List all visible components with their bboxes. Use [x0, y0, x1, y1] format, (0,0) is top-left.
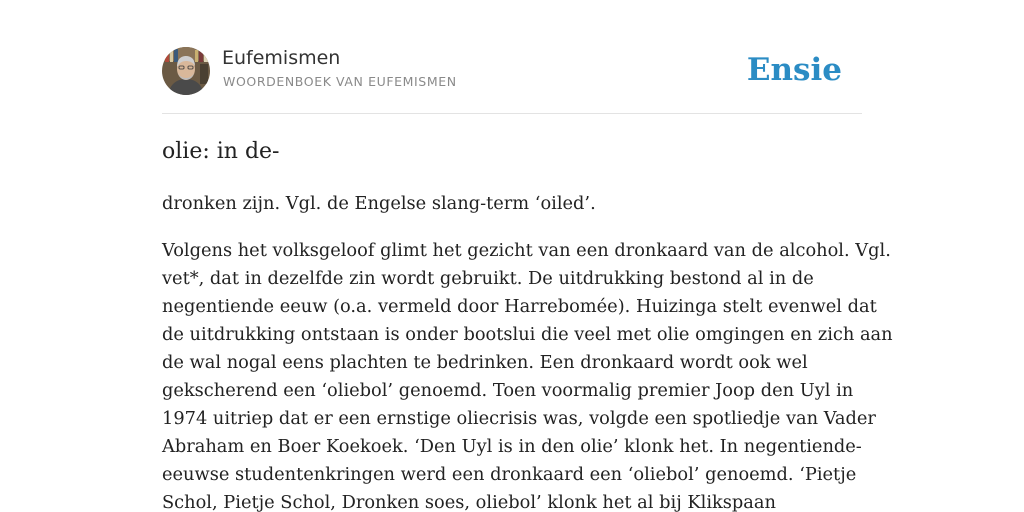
body-line: 1974 uitriep dat er een ernstige oliecrisis was, volgde een spotliedje van Vader — [162, 408, 876, 429]
entry-content — [162, 190, 893, 512]
body-line: eeuwse studentenkringen werd een dronkaard een ‘oliebol’ genoemd. ‘Pietje — [162, 464, 857, 485]
site-header — [162, 46, 862, 96]
body-line: de uitdrukking ontstaan is onder bootslui die veel met olie omgingen en zich aan — [162, 324, 893, 345]
entry-definition: dronken zijn. Vgl. de Engelse slang-term ‘oiled’. — [162, 193, 596, 214]
body-line: negentiende eeuw (o.a. vermeld door Harrebomée). Huizinga stelt evenwel dat — [162, 296, 877, 317]
author-name[interactable]: Eufemismen — [222, 47, 341, 69]
body-line: vet*, dat in dezelfde zin wordt gebruikt. De uitdrukking bestond al in de — [162, 268, 814, 289]
entry-body — [162, 237, 893, 512]
body-line: gekscherend een ‘oliebol’ genoemd. Toen voormalig premier Joop den Uyl in — [162, 380, 854, 401]
body-line: de wal nogal eens plachten te bedrinken. Een dronkaard wordt ook wel — [162, 352, 808, 373]
header-divider — [162, 113, 862, 114]
body-line: Schol, Pietje Schol, Dronken soes, oliebol’ klonk het al bij Klikspaan — [162, 492, 776, 512]
author-subtitle: WOORDENBOEK VAN EUFEMISMEN — [223, 74, 457, 89]
ensie-logo[interactable]: Ensie — [746, 52, 842, 88]
author-avatar[interactable] — [162, 47, 210, 95]
entry-title: olie: in de- — [162, 139, 280, 164]
body-line: Abraham en Boer Koekoek. ‘Den Uyl is in den olie’ klonk het. In negentiende- — [162, 436, 862, 457]
body-line: Volgens het volksgeloof glimt het gezicht van een dronkaard van de alcohol. Vgl. — [162, 240, 891, 261]
